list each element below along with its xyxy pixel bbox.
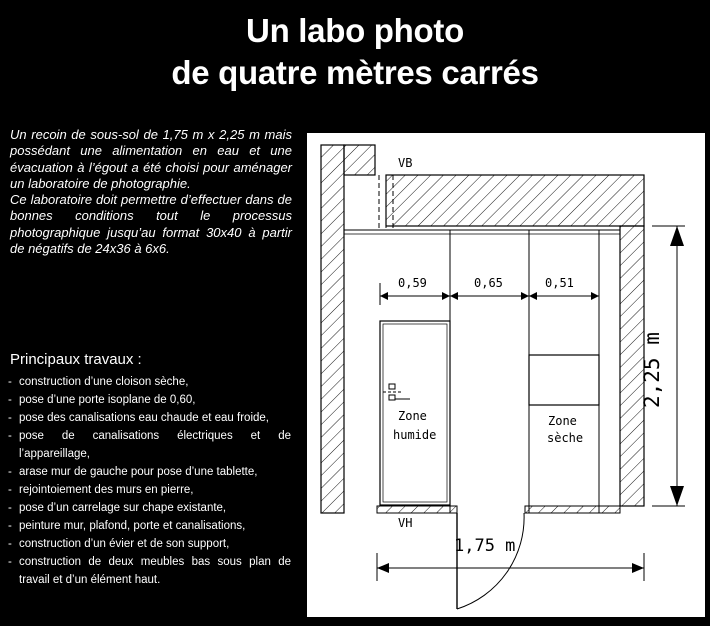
works-item: - construction d’une cloison sèche,: [8, 376, 189, 388]
title-line-1: Un labo photo: [246, 12, 464, 49]
height-label: 2,25 m: [640, 332, 664, 408]
intro-text: [10, 127, 292, 257]
wet-zone-label-2: humide: [393, 428, 437, 442]
vb-label: VB: [398, 156, 413, 170]
works-item: - peinture mur, plafond, porte et canalisations,: [8, 520, 246, 532]
intro-paragraph-2: Ce laboratoire doit permettre d’effectuer dans de bonnes conditions tout le processus photographique jusqu’au format 30x40 à partir de négatifs de 24x36 à 6x6.: [10, 192, 292, 257]
door-swing-arc: [457, 513, 524, 609]
works-item: - pose des canalisations eau chaude et eau froide,: [8, 412, 269, 424]
wet-zone-label-1: Zone: [398, 409, 427, 423]
works-list: [8, 373, 291, 589]
intro-paragraph-1: Un recoin de sous-sol de 1,75 m x 2,25 m mais possédant une alimentation en eau et une évacuation à l’égout a été choisi pour aménager un laboratoire de photographie.: [10, 127, 292, 191]
dimension-middle: 0,65: [474, 276, 503, 290]
vh-label: VH: [398, 516, 413, 530]
works-item: - pose de canalisations électriques et de l’appareillage,: [8, 430, 291, 460]
door-frame-right: [525, 506, 620, 513]
dimension-right: 0,51: [545, 276, 574, 290]
wall-top: [386, 175, 644, 226]
wall-left: [321, 145, 344, 513]
door-frame-left: [377, 506, 457, 513]
works-item: - pose d’un carrelage sur chape existante,: [8, 502, 227, 514]
dimension-left: 0,59: [398, 276, 427, 290]
works-item: - rejointoiement des murs en pierre,: [8, 484, 194, 496]
works-item: - construction d’un évier et de son support,: [8, 538, 230, 550]
wall-top-stub: [344, 145, 375, 175]
dry-zone-label-2: sèche: [547, 431, 584, 445]
floor-plan: [307, 133, 705, 617]
floor-plan-drawing: [307, 133, 705, 617]
works-item: - pose d’une porte isoplane de 0,60,: [8, 394, 196, 406]
works-item: - arase mur de gauche pour pose d’une tablette,: [8, 466, 258, 478]
works-item: - construction de deux meubles bas sous plan de travail et d’un élément haut.: [8, 556, 291, 586]
width-label: 1,75 m: [454, 536, 516, 556]
title-line-2: de quatre mètres carrés: [171, 54, 539, 91]
dry-zone-upper-element: [529, 355, 599, 405]
dry-zone-label-1: Zone: [548, 414, 577, 428]
page-title: [0, 10, 710, 94]
works-heading: Principaux travaux :: [10, 351, 142, 368]
